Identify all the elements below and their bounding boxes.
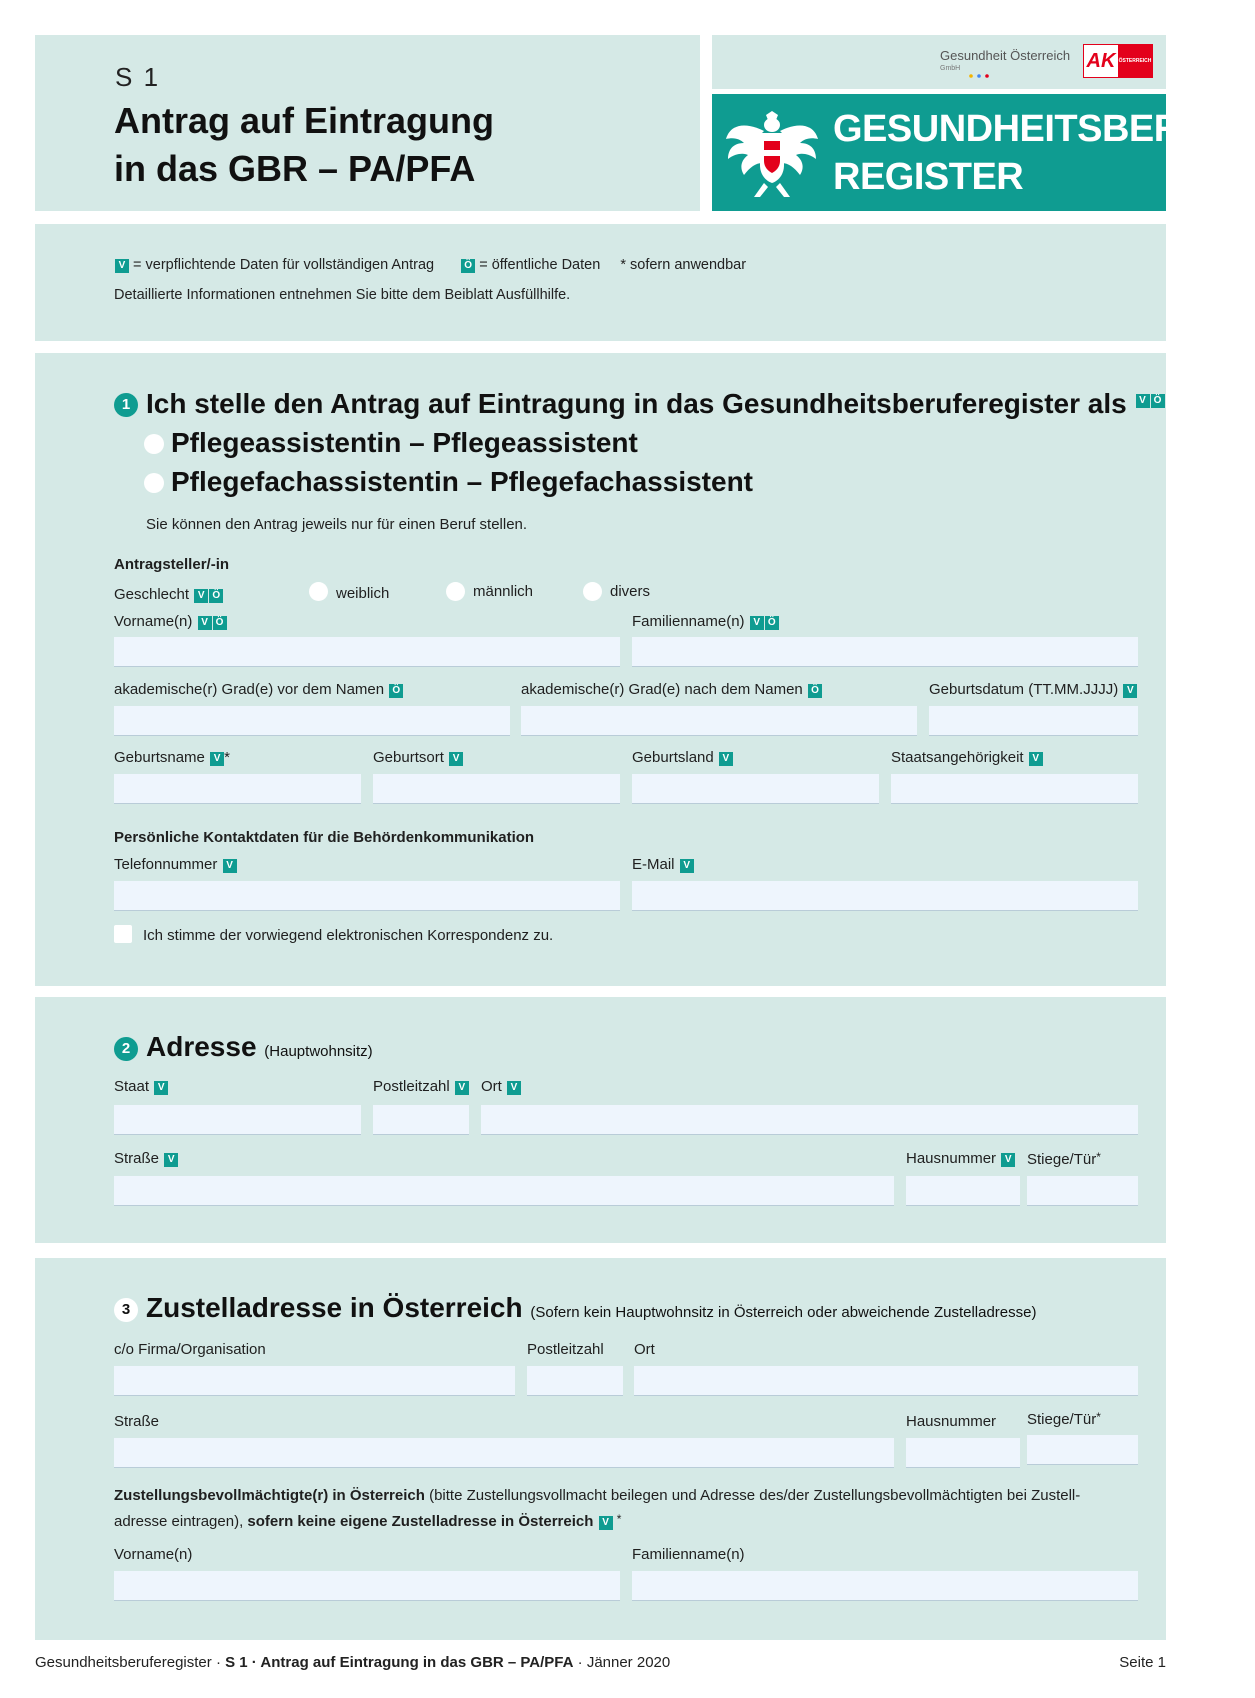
address-housenumber-input[interactable]	[906, 1176, 1020, 1206]
address-postal-input[interactable]	[373, 1105, 469, 1135]
birthcountry-input[interactable]	[632, 774, 879, 804]
footer-text: Gesundheitsberuferegister · S 1 · Antrag auf Eintragung in das GBR – PA/PFA · Jänner 2020	[35, 1654, 671, 1671]
profession-note: Sie können den Antrag jeweils nur für einen Beruf stellen.	[146, 516, 528, 533]
birthdate-label: Geburtsdatum (TT.MM.JJJJ) V	[929, 681, 1137, 698]
agent-lastname-input[interactable]	[632, 1571, 1138, 1601]
public-badge: Ö	[389, 684, 403, 698]
address-street-label: Straße V	[114, 1150, 178, 1167]
mandatory-badge: V	[599, 1516, 613, 1530]
ak-logo-sub: ÖSTERREICH	[1118, 45, 1152, 77]
section-3-title-text: Zustelladresse in Österreich	[146, 1292, 523, 1323]
register-title-line2: REGISTER	[833, 156, 1024, 198]
public-badge: Ö	[461, 259, 475, 273]
delivery-housenumber-label: Hausnummer	[906, 1413, 997, 1430]
birthdate-input[interactable]	[929, 706, 1138, 736]
profession-option-pfa-label: Pflegefachassistentin – Pflegefachassistent	[171, 466, 753, 497]
degree-after-label: akademische(r) Grad(e) nach dem Namen Ö	[521, 681, 822, 698]
register-title-line1: GESUNDHEITSBERUFE	[833, 108, 1255, 150]
mandatory-badge: V	[680, 859, 694, 873]
address-housenumber-label: Hausnummer V	[906, 1150, 1015, 1167]
degree-before-label: akademische(r) Grad(e) vor dem Namen Ö	[114, 681, 403, 698]
phone-input[interactable]	[114, 881, 620, 911]
page-title-line1: Antrag auf Eintragung	[114, 100, 494, 141]
birthplace-input[interactable]	[373, 774, 620, 804]
birthplace-label: Geburtsort V	[373, 749, 463, 766]
public-badge: Ö	[1151, 394, 1165, 408]
address-city-label: Ort V	[481, 1078, 521, 1095]
birthname-input[interactable]	[114, 774, 361, 804]
section-2-title-text: Adresse	[146, 1031, 257, 1062]
section-3-subtitle: (Sofern kein Hauptwohnsitz in Österreich oder abweichende Zustelladresse)	[530, 1304, 1037, 1321]
mandatory-badge: V	[1029, 752, 1043, 766]
agent-firstname-label: Vorname(n)	[114, 1546, 193, 1563]
firstname-label: Vorname(n) V Ö	[114, 613, 227, 630]
mandatory-badge: V	[198, 616, 212, 630]
degree-after-input[interactable]	[521, 706, 917, 736]
mandatory-badge: V	[164, 1153, 178, 1167]
delivery-stair-label: Stiege/Tür*	[1027, 1410, 1101, 1428]
degree-before-input[interactable]	[114, 706, 510, 736]
lastname-label: Familienname(n) V Ö	[632, 613, 779, 630]
phone-label: Telefonnummer V	[114, 856, 237, 873]
address-country-input[interactable]	[114, 1105, 361, 1135]
page-title-line2: in das GBR – PA/PFA	[114, 148, 476, 189]
org-dots-icon	[968, 66, 998, 72]
delivery-street-input[interactable]	[114, 1438, 894, 1468]
gender-female-label: weiblich	[336, 585, 390, 602]
mandatory-badge: V	[449, 752, 463, 766]
public-badge: Ö	[808, 684, 822, 698]
legend-panel	[35, 224, 1166, 341]
delivery-postal-input[interactable]	[527, 1366, 623, 1396]
legend-public-text: = öffentliche Daten	[479, 257, 601, 273]
gender-male-label: männlich	[473, 583, 534, 600]
page-number: Seite 1	[1119, 1654, 1166, 1671]
lastname-input[interactable]	[632, 637, 1138, 667]
email-label: E-Mail V	[632, 856, 694, 873]
section-2-subtitle: (Hauptwohnsitz)	[264, 1043, 373, 1060]
section-3-title	[146, 1292, 1036, 1324]
gender-female-radio[interactable]	[309, 582, 328, 601]
citizenship-label: Staatsangehörigkeit V	[891, 749, 1043, 766]
mandatory-badge: V	[154, 1081, 168, 1095]
profession-option-pfa-radio[interactable]	[144, 473, 164, 493]
org-sub: GmbH	[940, 65, 961, 72]
public-badge: Ö	[209, 589, 223, 603]
org-name: Gesundheit Österreich	[940, 48, 1071, 63]
mandatory-badge: V	[194, 589, 208, 603]
mandatory-badge: V	[719, 752, 733, 766]
address-postal-label: Postleitzahl V	[373, 1078, 469, 1095]
mandatory-badge: V	[1123, 684, 1137, 698]
mandatory-badge: V	[223, 859, 237, 873]
contact-heading: Persönliche Kontaktdaten für die Behördenkommunikation	[114, 829, 535, 846]
gender-male-radio[interactable]	[446, 582, 465, 601]
delivery-postal-label: Postleitzahl	[527, 1341, 604, 1358]
address-country-label: Staat V	[114, 1078, 168, 1095]
profession-option-pa-label: Pflegeassistentin – Pflegeassistent	[171, 427, 638, 458]
electronic-consent-label: Ich stimme der vorwiegend elektronischen Korrespondenz zu.	[143, 927, 554, 944]
birthname-label: Geburtsname V *	[114, 749, 230, 766]
delivery-agent-text-line2: adresse eintragen), sofern keine eigene Zustelladresse in Österreich V *	[114, 1512, 622, 1530]
mandatory-badge: V	[750, 616, 764, 630]
email-input[interactable]	[632, 881, 1138, 911]
birthcountry-label: Geburtsland V	[632, 749, 733, 766]
mandatory-badge: V	[455, 1081, 469, 1095]
profession-option-pa-radio[interactable]	[144, 434, 164, 454]
delivery-city-input[interactable]	[634, 1366, 1138, 1396]
public-badge: Ö	[765, 616, 779, 630]
eagle-crest-icon	[724, 103, 820, 203]
mandatory-badge: V	[507, 1081, 521, 1095]
delivery-housenumber-input[interactable]	[906, 1438, 1020, 1468]
section-3-number: 3	[114, 1298, 138, 1322]
ak-logo-text: AK	[1086, 50, 1116, 72]
section-1-number: 1	[114, 393, 138, 417]
firstname-input[interactable]	[114, 637, 620, 667]
legend-optional-text: * sofern anwendbar	[620, 257, 747, 273]
section-1-title	[146, 388, 1165, 420]
legend-info: Detaillierte Informationen entnehmen Sie bitte dem Beiblatt Ausfüllhilfe.	[114, 287, 571, 303]
public-badge: Ö	[213, 616, 227, 630]
section-2-number: 2	[114, 1037, 138, 1061]
citizenship-input[interactable]	[891, 774, 1138, 804]
mandatory-badge: V	[1136, 394, 1150, 408]
delivery-co-label: c/o Firma/Organisation	[114, 1341, 266, 1358]
gender-label: Geschlecht V Ö	[114, 586, 223, 603]
delivery-co-input[interactable]	[114, 1366, 515, 1396]
delivery-street-label: Straße	[114, 1413, 160, 1430]
gender-diverse-radio[interactable]	[583, 582, 602, 601]
address-street-input[interactable]	[114, 1176, 894, 1206]
ak-logo	[1083, 44, 1153, 78]
gender-diverse-label: divers	[610, 583, 651, 600]
mandatory-badge: V	[115, 259, 129, 273]
legend-row	[114, 257, 746, 273]
mandatory-badge: V	[210, 752, 224, 766]
form-code: S 1	[115, 62, 161, 92]
section-2-title	[146, 1031, 373, 1063]
electronic-consent-checkbox[interactable]	[114, 925, 132, 943]
delivery-agent-text-line1: Zustellungsbevollmächtigte(r) in Österreich (bitte Zustellungsvollmacht beilegen und Adresse des/der Zustellungsbevollmächtigten bei Zustell-	[114, 1487, 1081, 1504]
address-stair-input[interactable]	[1027, 1176, 1138, 1206]
address-city-input[interactable]	[481, 1105, 1138, 1135]
applicant-heading: Antragsteller/-in	[114, 556, 230, 573]
legend-mandatory-text: = verpflichtende Daten für vollständigen Antrag	[133, 257, 435, 273]
delivery-stair-input[interactable]	[1027, 1435, 1138, 1465]
delivery-city-label: Ort	[634, 1341, 655, 1358]
section-1-title-text: Ich stelle den Antrag auf Eintragung in das Gesundheitsberuferegister als	[146, 388, 1127, 419]
agent-firstname-input[interactable]	[114, 1571, 620, 1601]
agent-lastname-label: Familienname(n)	[632, 1546, 745, 1563]
mandatory-badge: V	[1001, 1153, 1015, 1167]
address-stair-label: Stiege/Tür*	[1027, 1150, 1101, 1168]
